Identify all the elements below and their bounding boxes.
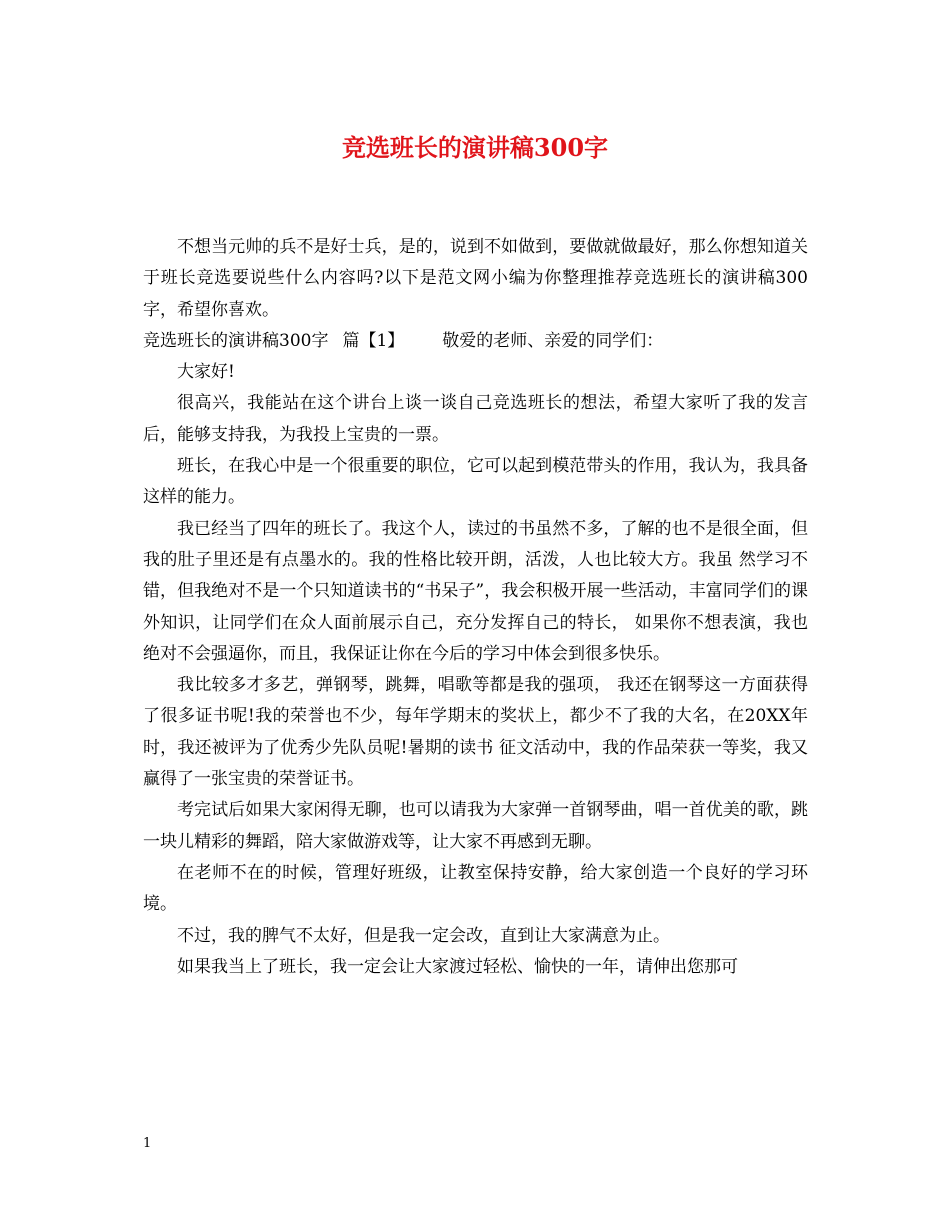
- document-body: [143, 232, 808, 983]
- paragraph-promise: 如果我当上了班长，我一定会让大家渡过轻松、愉快的一年，请伸出您那可: [177, 956, 738, 977]
- paragraph-role: 班长，在我心中是一个很重要的职位，它可以起到模范带头的作用，我认为，我具备这样的能力。: [143, 456, 808, 508]
- section-title: 竞选班长的演讲稿300字: [143, 330, 329, 351]
- section-heading: [143, 326, 808, 357]
- paragraph-after-exams: 考完试后如果大家闲得无聊，也可以请我为大家弹一首钢琴曲，唱一首优美的歌，跳一块儿精彩的舞蹈，陪大家做游戏等，让大家不再感到无聊。: [143, 800, 808, 852]
- paragraph-temper: 不过，我的脾气不太好，但是我一定会改，直到让大家满意为止。: [177, 925, 670, 946]
- page-number: 1: [143, 1136, 152, 1151]
- document-title: 竞选班长的演讲稿300字: [341, 133, 609, 162]
- paragraph-greeting: 大家好!: [177, 362, 235, 383]
- paragraph-experience: 我已经当了四年的班长了。我这个人，读过的书虽然不多，了解的也不是很全面，但我的肚子里还是有点墨水的。我的性格比较开朗，活泼，人也比较大方。我虽 然学习不错，但我绝对不是一个只知道读书的“书呆子”，我会积极开展一些活动，丰富同学们的课外知识，让同学们在众人面前展示自己，充分发挥自己的特长， 如果你不想表演，我也绝对不会强逼你，而且，我保证让你在今后的学习中体会到很多快乐。: [143, 518, 808, 664]
- intro-paragraph: 不想当元帅的兵不是好士兵，是的，说到不如做到，要做就做最好，那么你想知道关于班长竞选要说些什么内容吗?以下是范文网小编为你整理推荐竞选班长的演讲稿300字，希望你喜欢。: [143, 237, 808, 320]
- section-part: 篇【1】: [342, 330, 405, 351]
- paragraph-management: 在老师不在的时候，管理好班级，让教室保持安静，给大家创造一个良好的学习环境。: [143, 862, 808, 915]
- paragraph-opening: 很高兴，我能站在这个讲台上谈一谈自己竞选班长的想法，希望大家听了我的发言后，能够支持我，为我投上宝贵的一票。: [143, 393, 808, 445]
- salutation: 敬爱的老师、亲爱的同学们：: [442, 330, 664, 351]
- paragraph-talents: 我比较多才多艺，弹钢琴，跳舞，唱歌等都是我的强项， 我还在钢琴这一方面获得了很多证书呢!我的荣誉也不少，每年学期末的奖状上，都少不了我的大名，在20XX年时，我还被评为了优秀少先队员呢!暑期的读书 征文活动中，我的作品荣获一等奖，我又赢得了一张宝贵的荣誉证书。: [143, 675, 808, 790]
